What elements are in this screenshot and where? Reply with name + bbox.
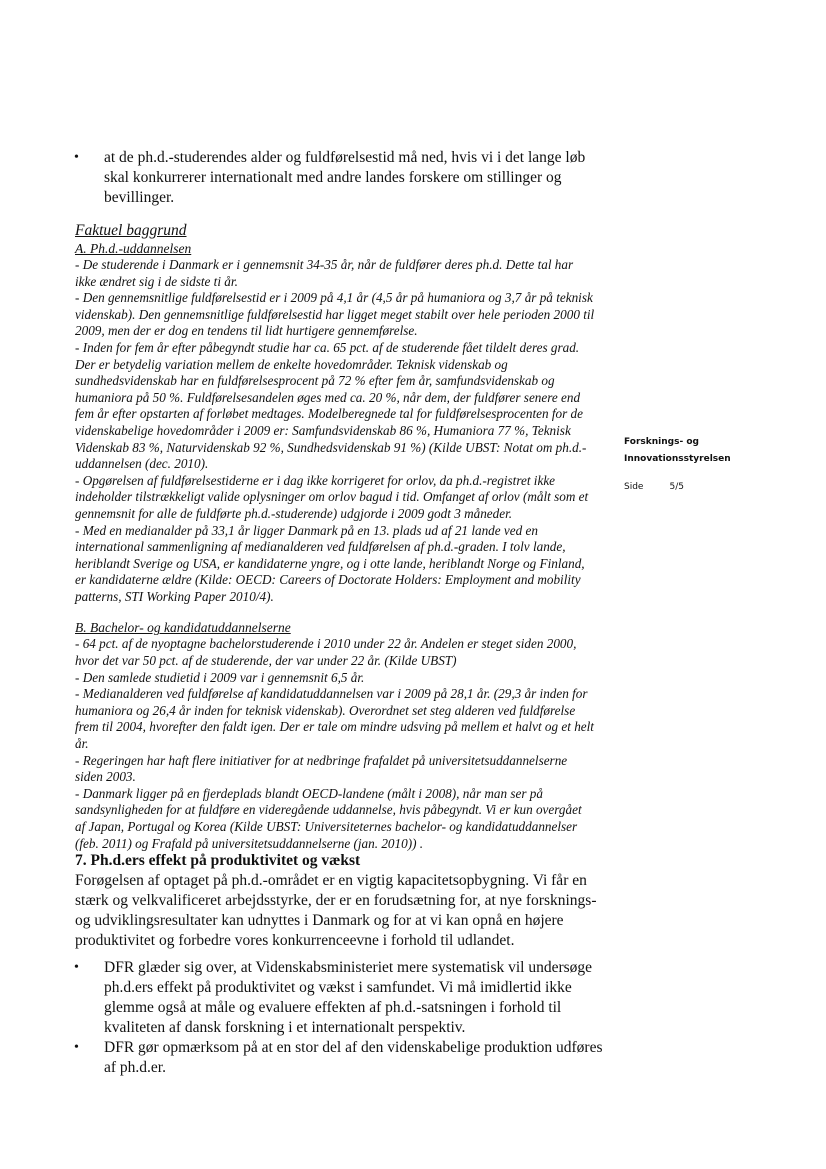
section-body: Forøgelsen af optaget på ph.d.-området er en vigtig kapacitetsopbygning. Vi får en stærk og velkvalificeret arbejdsstyrke, der er en forudsætning for, at nye forsknings- og udviklingsresultater kan udnyttes i Danmark og for at vi kan opnå en højere produktivitet og forbedre vores konkurrenceevne i forhold til udlandet. <box>75 872 597 949</box>
org-name-line2: Innovationsstyrelsen <box>624 454 731 464</box>
section-7 <box>75 851 605 951</box>
page-number: 5/5 <box>669 482 684 492</box>
facts-b-item: - Medianalderen ved fuldførelse af kandidatuddannelsen var i 2009 på 28,1 år. (29,3 år inden for humaniora og 26,4 år inden for teknisk videnskab). Overordnet set steg alderen ved fuldførelse frem til 2004, hvorefter den faldt igen. Der er tale om mindre udsving på mellem et halvt og et helt år. <box>75 686 594 752</box>
facts-b-subheading: B. Bachelor- og kandidatuddannelserne <box>75 620 291 636</box>
facts-b-item: - Den samlede studietid i 2009 var i gennemsnit 6,5 år. <box>75 669 365 685</box>
bullet-icon: • <box>74 150 79 165</box>
sidebar <box>624 434 731 492</box>
bullet-icon: • <box>74 960 79 975</box>
facts-b-item: - 64 pct. af de nyoptagne bachelorstuderende i 2010 under 22 år. Andelen er steget siden 2000, hvor det var 50 pct. af de studerende, der var under 22 år. (Kilde UBST) <box>75 636 577 669</box>
facts-a-item: - Med en medianalder på 33,1 år ligger Danmark på en 13. plads ud af 21 lande ved en international sammenligning af medianalderen ved fuldførelsen af ph.d.-graden. I tolv lande, heriblandt Sverige og USA, er kandidaterne yngre, og i otte lande, heriblandt Norge og Finland, er kandidaterne ældre (Kilde: OECD: Careers of Doctorate Holders: Employment and mobility patterns, STI Working Paper 2010/4). <box>75 522 585 604</box>
facts-a-item: - Opgørelsen af fuldførelsestiderne er i dag ikke korrigeret for orlov, da ph.d.-registret ikke indeholder tilstrækkeligt valide oplysninger om orlov bagud i tid. Omfanget af orlov (målt som et gennemsnit for alle de fuldførte ph.d.-studerende) udgjorde i 2009 godt 3 måneder. <box>75 472 589 521</box>
facts-a-subheading: A. Ph.d.-uddannelsen <box>75 241 192 256</box>
list-item <box>74 148 594 208</box>
list-item <box>74 1038 604 1078</box>
list-item <box>74 958 604 1038</box>
section-title: 7. Ph.d.ers effekt på produktivitet og vækst <box>75 852 361 869</box>
facts-b-item: - Regeringen har haft flere initiativer for at nedbringe frafaldet på universitetsuddannelserne siden 2003. <box>75 752 568 785</box>
bullet-text: at de ph.d.-studerendes alder og fuldførelsestid må ned, hvis vi i det lange løb skal konkurrerer internationalt med andre landes forskere om stillinger og bevillinger. <box>104 149 586 206</box>
facts-a-item: - De studerende i Danmark er i gennemsnit 34-35 år, når de fuldfører deres ph.d. Dette tal har ikke ændret sig i de sidste ti år. <box>75 257 574 289</box>
org-name-line1: Forsknings- og <box>624 437 699 447</box>
bullet-text: DFR gør opmærksom på at en stor del af den videnskabelige produktion udføres af ph.d.er. <box>104 1039 603 1076</box>
facts-b-item: - Danmark ligger på en fjerdeplads blandt OECD-landene (målt i 2008), når man ser på sandsynligheden for at fuldføre en videregående uddannelse, hvis påbegyndt. Vi er kun overgået af Japan, Portugal og Korea (Kilde UBST: Universiteternes bachelor- og kandidatuddannelser (feb. 2011) og Frafald på universitetsuddannelserne (jan. 2010)) . <box>75 785 582 851</box>
page-label: Side <box>624 482 644 492</box>
bullet-text: DFR glæder sig over, at Videnskabsministeriet mere systematisk vil undersøge ph.d.ers effekt på produktivitet og vækst i samfundet. Vi må imidlertid ikke glemme også at måle og evaluere effekten af ph.d.-satsningen i forhold til kvaliteten af dansk forskning i et internationalt perspektiv. <box>104 959 593 1036</box>
facts-section <box>75 222 595 852</box>
facts-a-item: - Inden for fem år efter påbegyndt studie har ca. 65 pct. af de studerende fået tildelt deres grad. Der er betydelig variation mellem de enkelte hovedområder. Teknisk videnskab og sundhedsvidenskab har en fuldførelsesprocent på 72 % efter fem år, samfundsvidenskab og humaniora på 50 %. Fuldførelsesandelen øges med ca. 20 %, når dem, der fuldfører senere end fem år efter opstarten af forløbet medtages. Modelberegnede tal for fuldførelsesprocenten for de videnskabelige hovedområder i 2009 er: Samfundsvidenskab 86 %, Humaniora 77 %, Teknisk Videnskab 83 %, Naturvidenskab 92 %, Sundhedsvidenskab 91 %) (Kilde UBST: Notat om ph.d.-uddannelsen (dec. 2010). <box>75 339 587 472</box>
page-indicator <box>624 482 731 492</box>
facts-heading: Faktuel baggrund <box>75 222 187 239</box>
bullet-icon: • <box>74 1040 79 1055</box>
facts-a-item: - Den gennemsnitlige fuldførelsestid er i 2009 på 4,1 år (4,5 år på humaniora og 3,7 år på teknisk videnskab). Den gennemsnitlige fuldførelsestid har ligget meget stabilt over hele perioden 2000 til 2009, men der er dog en tendens til lidt hurtigere gennemførelse. <box>75 290 595 339</box>
section-7-bullets <box>74 958 604 1078</box>
top-bullet-list <box>74 148 594 208</box>
